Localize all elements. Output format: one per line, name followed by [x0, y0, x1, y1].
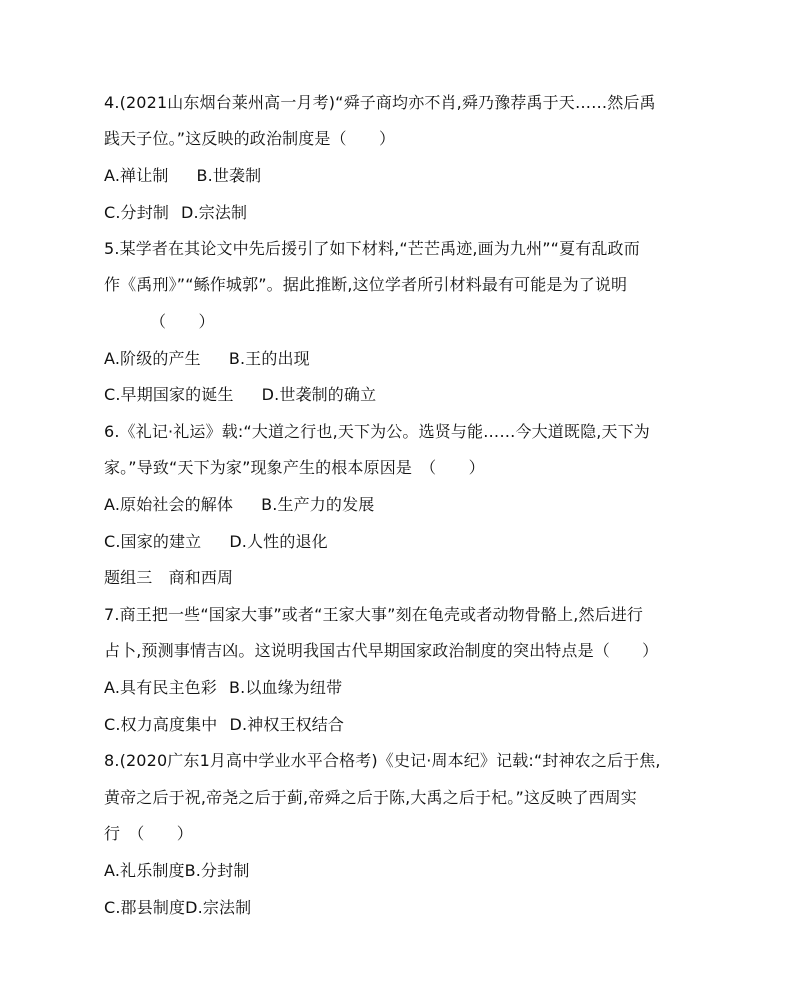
- q6-options-row2: [104, 531, 704, 553]
- q7-stem-line2: 占卜,预测事情吉凶。这说明我国古代早期国家政治制度的突出特点是（ ）: [104, 641, 659, 660]
- q6-options-row1: [104, 494, 704, 516]
- q7-option-b: B.以血缘为纽带: [228, 678, 343, 697]
- q4-option-a: A.禅让制: [104, 166, 169, 185]
- q5-answer-blank: （ ）: [150, 312, 215, 331]
- q8-options-row2: [104, 897, 704, 919]
- q4-options-row2: [104, 202, 704, 224]
- q5-stem-line1: 5.某学者在其论文中先后援引了如下材料,“芒芒禹迹,画为九州”“夏有乱政而: [104, 239, 640, 258]
- q8-option-d: D.宗法制: [185, 898, 252, 917]
- q4-stem-line1: 4.(2021山东烟台莱州高一月考)“舜子商均亦不肖,舜乃豫荐禹于天……然后禹: [104, 93, 656, 112]
- q7-stem-line1: 7.商王把一些“国家大事”或者“王家大事”刻在龟壳或者动物骨骼上,然后进行: [104, 605, 644, 624]
- q8-stem-line1: 8.(2020广东1月高中学业水平合格考)《史记·周本纪》记载:“封神农之后于焦,: [104, 751, 661, 770]
- q5-options-row2: [104, 384, 704, 406]
- q7-option-a: A.具有民主色彩: [104, 678, 217, 697]
- q8-option-a: A.礼乐制度: [104, 861, 185, 880]
- q5-option-b: B.王的出现: [228, 349, 310, 368]
- q7-options-row2: [104, 714, 704, 736]
- q8-option-b: B.分封制: [184, 861, 250, 880]
- q7-option-c: C.权力高度集中: [104, 715, 218, 734]
- q5-option-d: D.世袭制的确立: [261, 385, 377, 404]
- q5-options-row1: [104, 348, 704, 370]
- q5-stem-line2: 作《禹刑》”“鲧作城郭”。据此推断,这位学者所引材料最有可能是为了说明: [104, 275, 628, 294]
- q7-options-row1: [104, 677, 704, 699]
- q7-option-d: D.神权王权结合: [229, 715, 345, 734]
- q4-option-b: B.世袭制: [196, 166, 262, 185]
- q6-option-c: C.国家的建立: [104, 532, 202, 551]
- q5-option-c: C.早期国家的诞生: [104, 385, 234, 404]
- q6-stem-line1: 6.《礼记·礼运》载:“大道之行也,天下为公。选贤与能……今大道既隐,天下为: [104, 422, 650, 441]
- q6-option-d: D.人性的退化: [229, 532, 328, 551]
- q6-option-a: A.原始社会的解体: [104, 495, 234, 514]
- q8-options-row1: [104, 860, 704, 882]
- q8-option-c: C.郡县制度: [104, 898, 186, 917]
- q5-option-a: A.阶级的产生: [104, 349, 201, 368]
- q6-option-b: B.生产力的发展: [261, 495, 375, 514]
- q4-stem-line2: 践天子位。”这反映的政治制度是（ ）: [104, 129, 396, 148]
- q8-stem-line3: 行 （ ）: [104, 824, 193, 843]
- q4-options-row1: [104, 165, 704, 187]
- q6-stem-line2: 家。”导致“天下为家”现象产生的根本原因是 （ ）: [104, 458, 485, 477]
- q8-stem-line2: 黄帝之后于祝,帝尧之后于蓟,帝舜之后于陈,大禹之后于杞。”这反映了西周实: [104, 788, 637, 807]
- q4-option-c: C.分封制: [104, 203, 170, 222]
- section-heading: 题组三 商和西周: [104, 568, 234, 587]
- q4-option-d: D.宗法制: [181, 203, 248, 222]
